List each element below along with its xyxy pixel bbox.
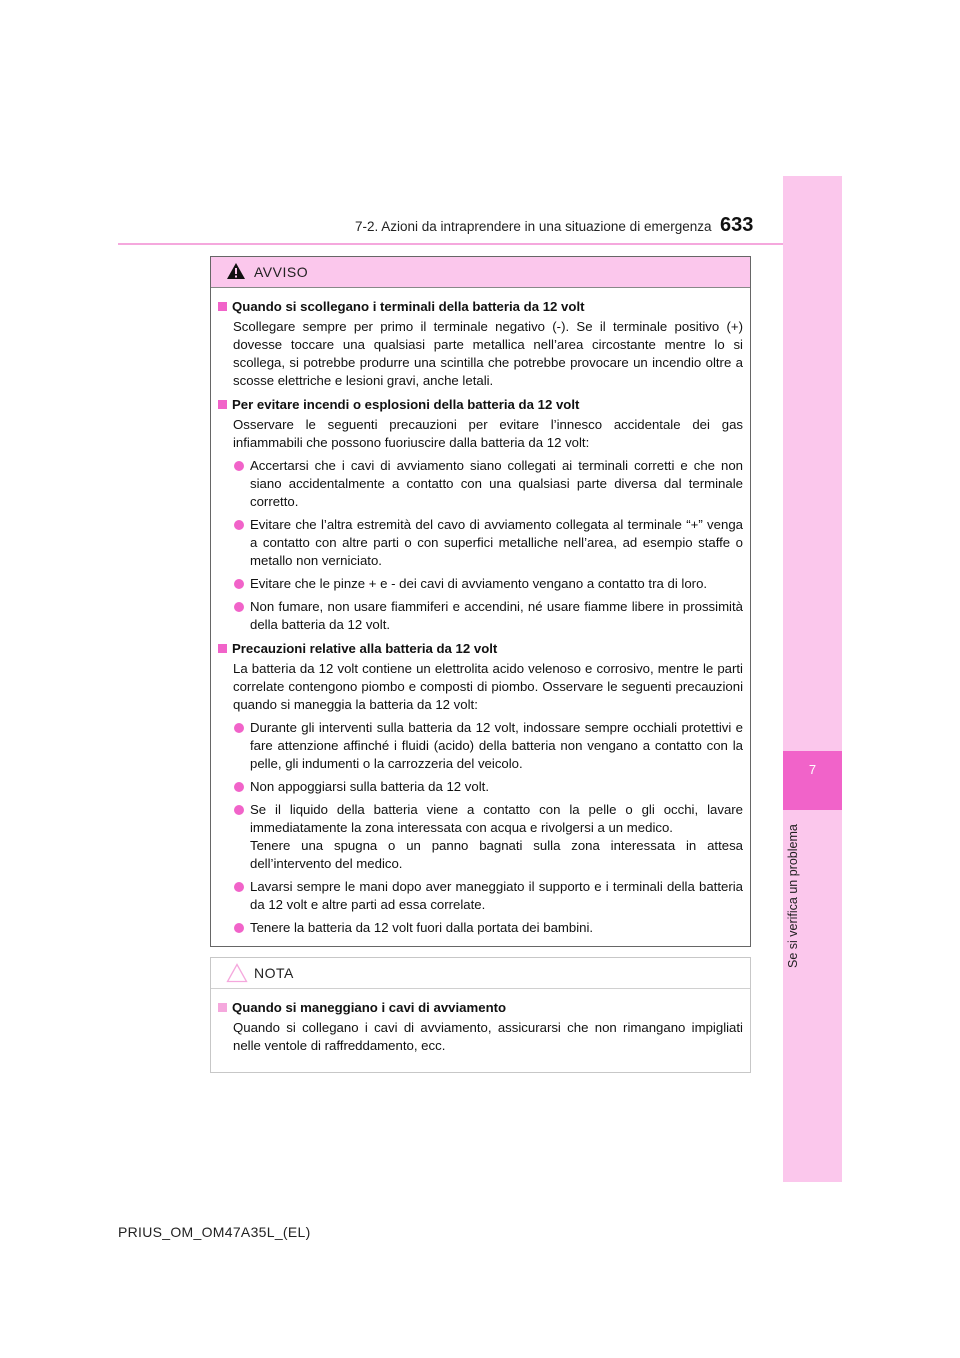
chapter-tab-marker	[783, 751, 842, 810]
warning-box	[210, 256, 751, 947]
section	[218, 999, 743, 1055]
section-title-text: Precauzioni relative alla batteria da 12 volt	[232, 641, 498, 656]
section	[218, 640, 743, 937]
bullet-item	[218, 719, 743, 773]
document-code: PRIUS_OM_OM47A35L_(EL)	[118, 1224, 311, 1240]
chapter-title-text: Se si verifica un problema	[786, 824, 800, 968]
circle-bullet-icon	[234, 461, 244, 471]
section	[218, 396, 743, 634]
bullet-text: Se il liquido della batteria viene a contatto con la pelle o gli occhi, lavare immediatamente la zona interessata con acqua e rivolgersi a un medico. Tenere una spugna o un panno bagnati sulla zona interessata in attesa dell’intervento del medico.	[250, 802, 743, 871]
notice-box-header	[211, 958, 750, 989]
section-text: Scollegare sempre per primo il terminale negativo (-). Se il terminale positivo (+) dovesse toccare una qualsiasi parte metallica nell’area circostante mentre lo si scollega, si potrebbe produrre una scintilla che potrebbe provocare un incendio oltre a scosse elettriche e lesioni gravi, anche letali.	[233, 319, 743, 388]
warning-heading: AVVISO	[254, 264, 309, 280]
bullet-item	[218, 878, 743, 914]
square-bullet-icon	[218, 400, 227, 409]
bullet-text: Non fumare, non usare fiammiferi e accendini, né usare fiamme libere in prossimità della batteria da 12 volt.	[250, 599, 743, 632]
bullet-item	[218, 801, 743, 873]
section-text: La batteria da 12 volt contiene un elettrolita acido velenoso e corrosivo, mentre le parti correlate contengono piombo e composti di piombo. Osservare le seguenti precauzioni quando si maneggia la batteria da 12 volt:	[233, 661, 743, 712]
section	[218, 298, 743, 390]
circle-bullet-icon	[234, 723, 244, 733]
notice-box-body	[211, 989, 750, 1055]
caution-triangle-outline-icon	[226, 963, 248, 983]
bullet-text: Accertarsi che i cavi di avviamento siano collegati ai terminali corretti e che non siano accidentalmente a contatto con una qualsiasi parte diversa dal terminale corretto.	[250, 458, 743, 509]
chapter-number: 7	[808, 762, 817, 777]
circle-bullet-icon	[234, 782, 244, 792]
warning-box-body	[211, 288, 750, 937]
bullet-text: Non appoggiarsi sulla batteria da 12 volt.	[250, 779, 489, 794]
section-title-text: Quando si maneggiano i cavi di avviamento	[232, 1000, 507, 1015]
chapter-title	[786, 818, 806, 968]
circle-bullet-icon	[234, 579, 244, 589]
section-title	[218, 396, 743, 414]
bullet-text: Durante gli interventi sulla batteria da 12 volt, indossare sempre occhiali protettivi e fare attenzione affinché i fluidi (acido) della batteria non vengano a contatto con la pelle, gli indumenti o la carrozzeria del veicolo.	[250, 720, 743, 771]
section-title	[218, 640, 743, 658]
bullet-item	[218, 919, 743, 937]
square-bullet-icon	[218, 1003, 227, 1012]
circle-bullet-icon	[234, 520, 244, 530]
section-text: Osservare le seguenti precauzioni per evitare l’innesco accidentale dei gas infiammabili che possono fuoriuscire dalla batteria da 12 volt:	[233, 417, 743, 450]
bullet-text: Tenere la batteria da 12 volt fuori dalla portata dei bambini.	[250, 920, 594, 935]
circle-bullet-icon	[234, 923, 244, 933]
running-header: 7-2. Azioni da intraprendere in una situazione di emergenza	[355, 219, 712, 234]
bullet-text: Evitare che l’altra estremità del cavo di avviamento collegata al terminale “+” venga a contatto con altre parti o con superfici metalliche nell’area, ad esempio staffe o metallo non verniciato.	[250, 517, 743, 568]
section-title	[218, 298, 743, 316]
bullet-item	[218, 575, 743, 593]
bullet-text: Evitare che le pinze + e - dei cavi di avviamento vengano a contatto tra di loro.	[250, 576, 708, 591]
warning-triangle-icon	[226, 262, 246, 280]
bullet-text: Lavarsi sempre le mani dopo aver maneggiato il supporto e i terminali della batteria da 12 volt e altre parti ad essa correlate.	[250, 879, 743, 912]
notice-heading: NOTA	[254, 965, 294, 981]
circle-bullet-icon	[234, 882, 244, 892]
bullet-item	[218, 457, 743, 511]
bullet-item	[218, 778, 743, 796]
bullet-item	[218, 516, 743, 570]
section-title-text: Per evitare incendi o esplosioni della batteria da 12 volt	[232, 397, 580, 412]
square-bullet-icon	[218, 302, 227, 311]
section-title-text: Quando si scollegano i terminali della batteria da 12 volt	[232, 299, 585, 314]
notice-box	[210, 957, 751, 1073]
bullet-item	[218, 598, 743, 634]
header-rule	[118, 243, 783, 245]
chapter-side-tab	[783, 176, 842, 1182]
circle-bullet-icon	[234, 805, 244, 815]
section-title	[218, 999, 743, 1017]
section-text: Quando si collegano i cavi di avviamento, assicurarsi che non rimangano impigliati nelle ventole di raffreddamento, ecc.	[233, 1020, 743, 1053]
warning-box-header	[211, 257, 750, 288]
circle-bullet-icon	[234, 602, 244, 612]
page-number: 633	[720, 214, 754, 236]
square-bullet-icon	[218, 644, 227, 653]
